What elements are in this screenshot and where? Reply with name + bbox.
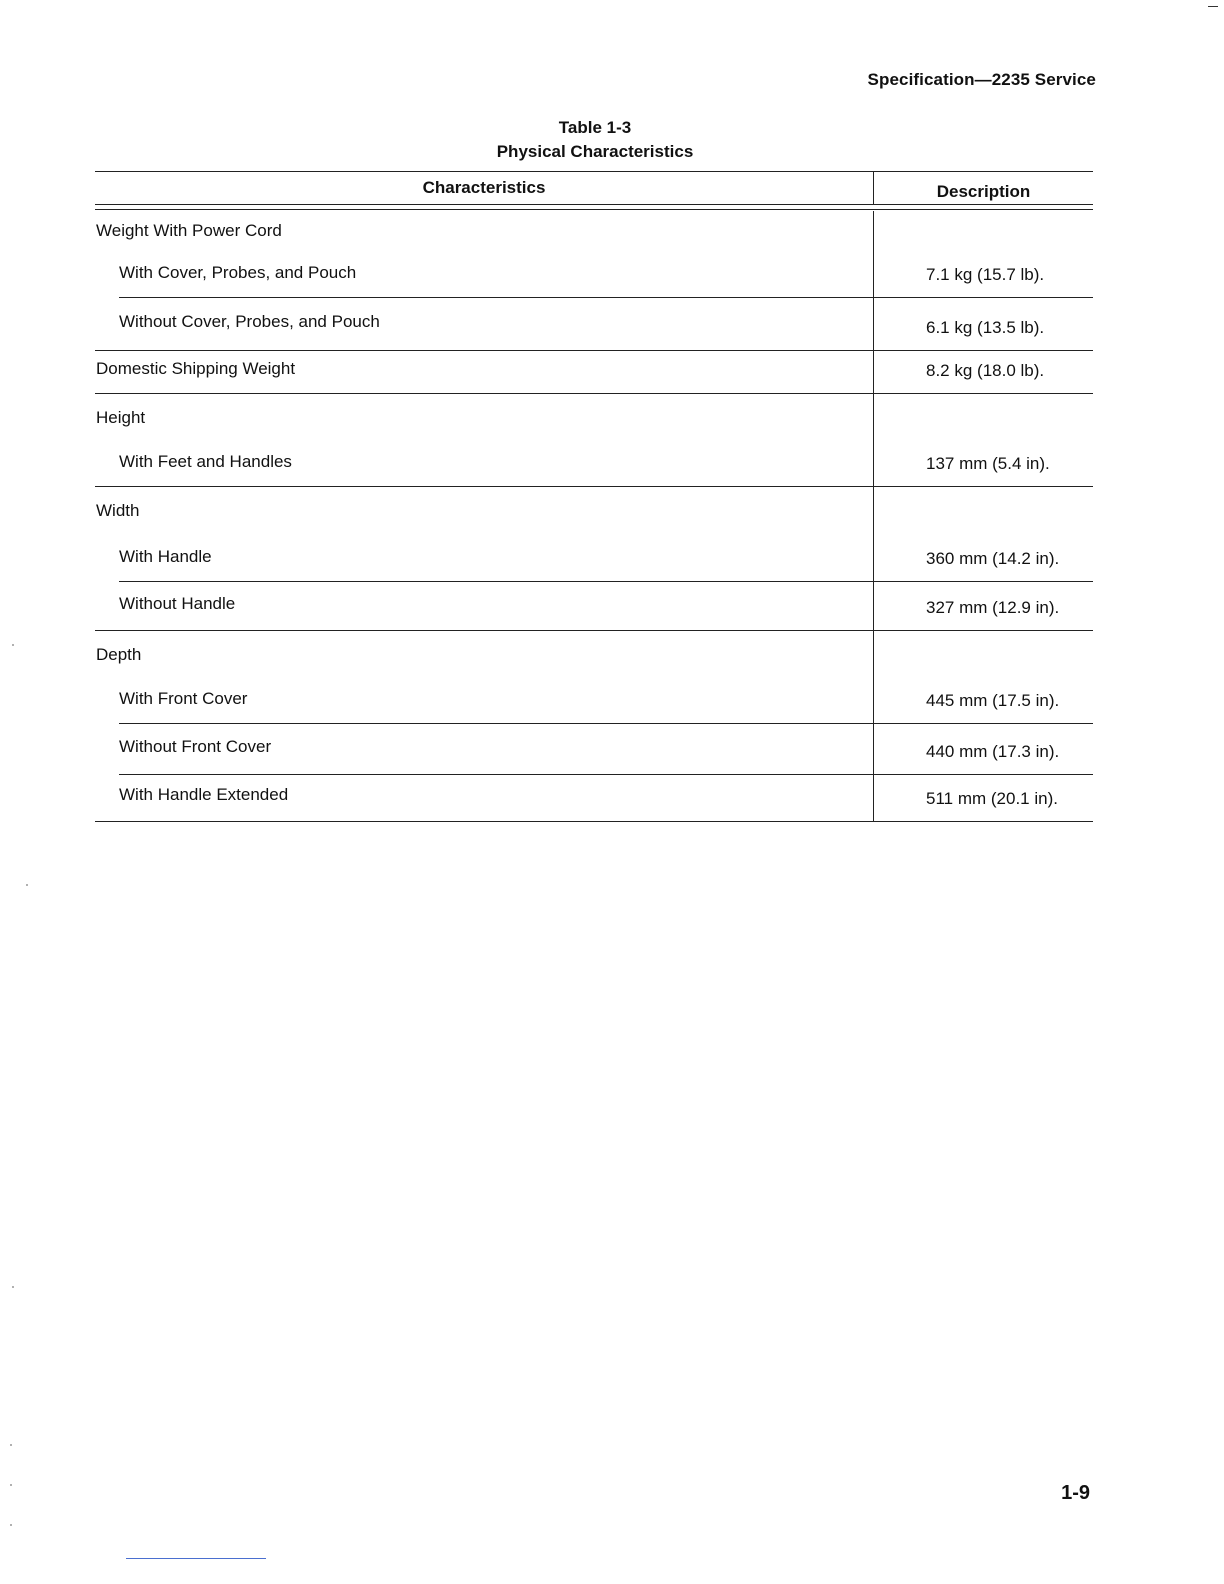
row-label: With Handle Extended xyxy=(119,785,289,804)
table-group-height xyxy=(95,394,1093,487)
bottom-rule xyxy=(126,1558,266,1559)
scan-speck xyxy=(10,1524,12,1526)
table-group-weight xyxy=(95,211,1093,351)
table-group-shipping-weight xyxy=(95,351,1093,394)
table-number: Table 1-3 xyxy=(558,118,632,137)
table-header-row xyxy=(95,172,1093,205)
physical-characteristics-table xyxy=(95,171,1093,822)
group-label: Weight With Power Cord xyxy=(96,221,282,240)
table-row xyxy=(95,245,1093,297)
row-value: 8.2 kg (18.0 lb). xyxy=(873,351,1093,393)
table-row xyxy=(95,432,1093,486)
table-group-depth xyxy=(95,631,1093,822)
table-row xyxy=(95,525,1093,581)
row-value: 327 mm (12.9 in). xyxy=(873,582,1093,630)
table-row xyxy=(119,581,1093,630)
table-row xyxy=(119,774,1093,821)
row-value: 440 mm (17.3 in). xyxy=(873,724,1093,774)
row-value: 511 mm (20.1 in). xyxy=(873,775,1093,821)
row-label: With Front Cover xyxy=(119,689,248,708)
column-header-description: Description xyxy=(873,172,1093,204)
corner-registration-mark xyxy=(1208,6,1218,7)
scan-speck xyxy=(12,644,14,646)
scan-speck xyxy=(10,1484,12,1486)
column-header-characteristics: Characteristics xyxy=(422,178,546,197)
row-label: With Feet and Handles xyxy=(119,452,292,471)
row-label: Without Handle xyxy=(119,594,236,613)
row-value: 360 mm (14.2 in). xyxy=(873,525,1093,581)
scan-speck xyxy=(12,1286,14,1288)
table-group-width xyxy=(95,487,1093,631)
row-value: 137 mm (5.4 in). xyxy=(873,432,1093,486)
group-label: Depth xyxy=(96,645,142,664)
group-label: Width xyxy=(96,501,140,520)
row-label: Without Cover, Probes, and Pouch xyxy=(119,312,380,331)
table-title: Physical Characteristics xyxy=(496,142,694,161)
table-row xyxy=(119,297,1093,350)
table-row xyxy=(95,351,1093,393)
table-row xyxy=(95,669,1093,723)
table-body xyxy=(95,211,1093,822)
row-value: 7.1 kg (15.7 lb). xyxy=(873,245,1093,297)
row-value: 6.1 kg (13.5 lb). xyxy=(873,298,1093,350)
scan-speck xyxy=(10,1444,12,1446)
running-head: Specification—2235 Service xyxy=(867,70,1096,89)
table-row xyxy=(119,723,1093,774)
row-label: With Cover, Probes, and Pouch xyxy=(119,263,357,282)
scan-speck xyxy=(26,884,28,886)
group-label: Height xyxy=(96,408,146,427)
row-label: With Handle xyxy=(119,547,212,566)
row-value: 445 mm (17.5 in). xyxy=(873,669,1093,723)
row-label: Without Front Cover xyxy=(119,737,272,756)
page-number: 1-9 xyxy=(1061,1482,1090,1504)
group-label: Domestic Shipping Weight xyxy=(96,359,296,378)
